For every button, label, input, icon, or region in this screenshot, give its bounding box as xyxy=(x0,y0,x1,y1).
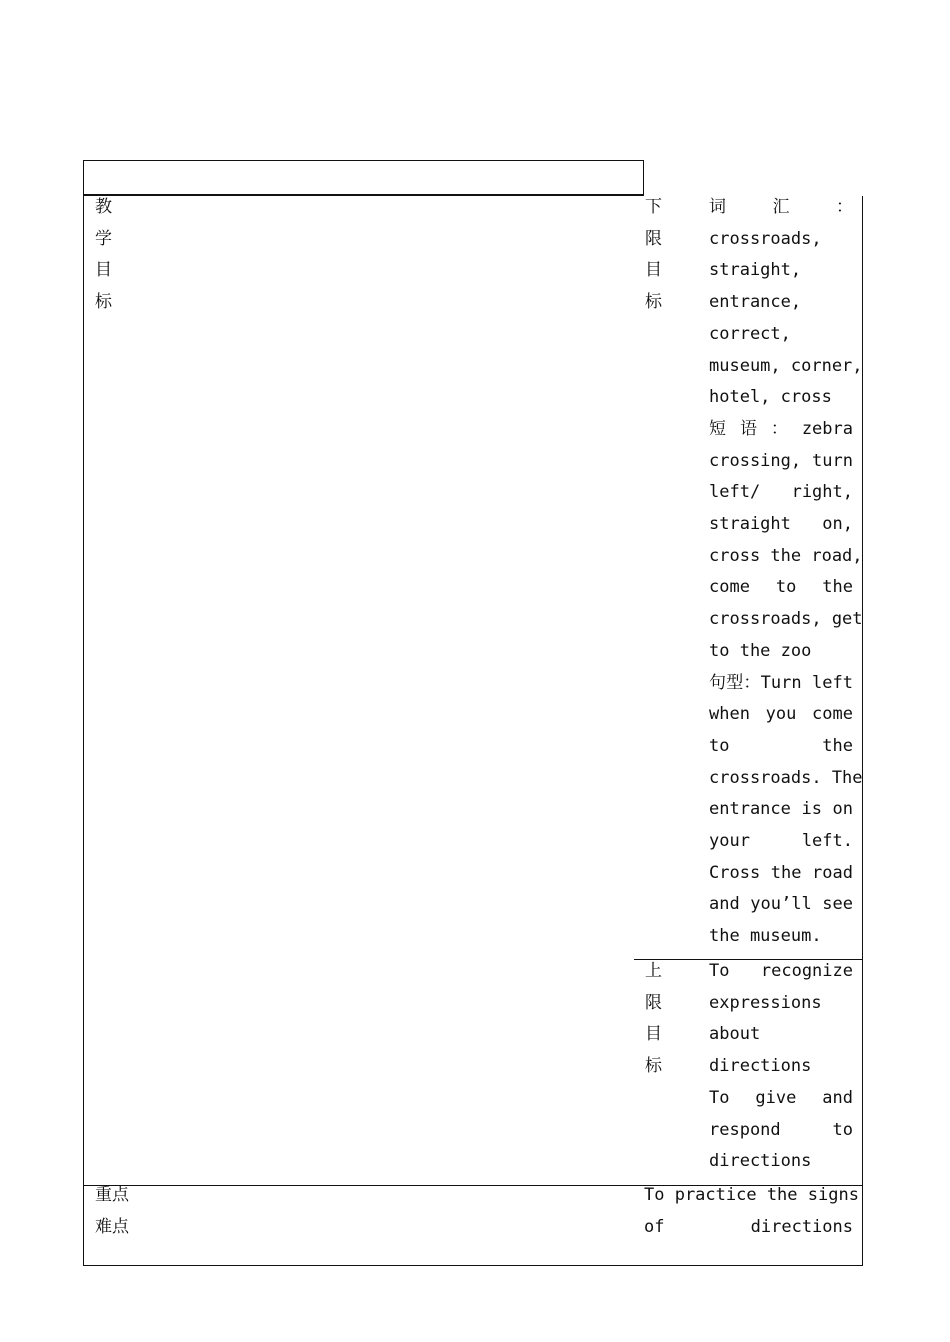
label-char: 标 xyxy=(645,292,662,313)
content-line: entrance, xyxy=(709,292,802,313)
content-line: crossroads, get xyxy=(709,609,863,630)
label-char: 目 xyxy=(645,1024,662,1045)
content-line: of directions xyxy=(644,1216,853,1237)
content-line: to the zoo xyxy=(709,640,812,661)
content-line: crossing, turn xyxy=(709,450,853,471)
content-line: hotel, cross xyxy=(709,387,832,408)
content-line: correct, xyxy=(709,323,791,344)
content-line: left/ right, xyxy=(709,482,853,503)
content-line: your left. xyxy=(709,831,853,852)
content-line: expressions xyxy=(709,992,822,1013)
lower-target-content xyxy=(709,192,863,953)
upper-target-label xyxy=(645,956,675,1083)
content-line: directions xyxy=(709,1056,812,1077)
content-line: crossroads, xyxy=(709,228,822,249)
content-line: To recognize xyxy=(709,961,853,981)
label-char: 标 xyxy=(95,292,112,313)
teaching-objectives-label xyxy=(95,192,125,319)
lower-target-label xyxy=(645,192,675,319)
content-line: 词 汇 ： xyxy=(709,197,853,217)
content-line: 短 语 ： zebra xyxy=(709,418,853,439)
content-line: Cross the road xyxy=(709,862,853,883)
label-char: 限 xyxy=(645,228,662,249)
content-line: To practice the signs xyxy=(644,1185,859,1205)
label-line: 重点 xyxy=(95,1185,129,1205)
content-line: directions xyxy=(709,1151,812,1172)
key-points-label xyxy=(95,1180,155,1243)
label-line: 难点 xyxy=(95,1216,129,1237)
content-line: when you come xyxy=(709,704,853,725)
label-char: 上 xyxy=(645,961,662,981)
header-box xyxy=(83,160,644,196)
content-line: about xyxy=(709,1024,761,1045)
upper-target-content xyxy=(709,956,853,1178)
content-line: straight on, xyxy=(709,514,853,535)
content-line: to the xyxy=(709,735,853,756)
content-line: To give and xyxy=(709,1087,853,1108)
content-line: come to the xyxy=(709,577,853,598)
label-char: 目 xyxy=(95,260,112,281)
content-line: cross the road, xyxy=(709,545,863,566)
label-char: 限 xyxy=(645,992,662,1013)
label-char: 教 xyxy=(95,197,112,217)
content-line: straight, xyxy=(709,260,802,281)
label-char: 学 xyxy=(95,228,112,249)
content-line: and you’ll see xyxy=(709,894,853,915)
content-line: respond to xyxy=(709,1119,853,1140)
key-points-content xyxy=(644,1180,859,1243)
label-char: 下 xyxy=(645,197,662,217)
label-char: 目 xyxy=(645,260,662,281)
content-line: museum, corner, xyxy=(709,355,863,376)
label-char: 标 xyxy=(645,1056,662,1077)
content-line: entrance is on xyxy=(709,799,853,820)
content-line: the museum. xyxy=(709,926,822,947)
content-line: 句型：Turn left xyxy=(709,672,853,693)
content-line: crossroads. The xyxy=(709,767,863,788)
